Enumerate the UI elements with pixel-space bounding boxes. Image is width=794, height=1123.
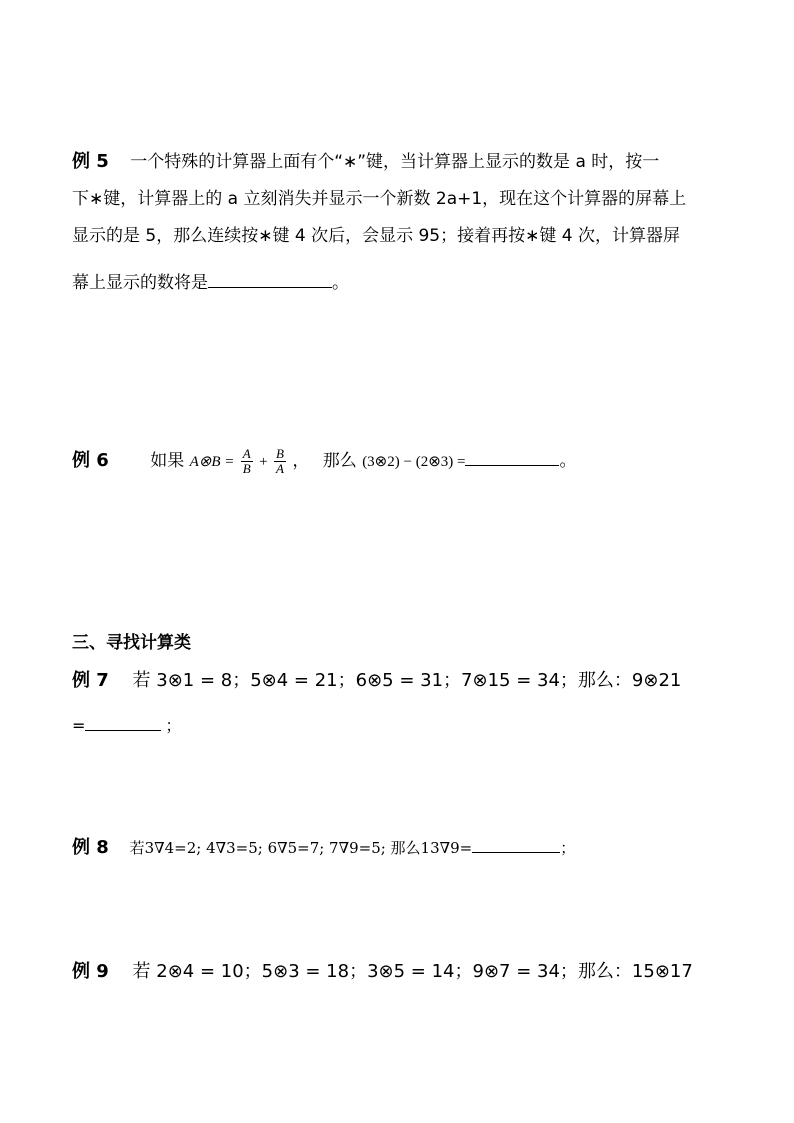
example-6-comma: ， (292, 451, 310, 471)
example-7-end: ； (165, 716, 182, 735)
example-7-line-2 (72, 714, 722, 738)
example-5-text-4: 幕上显示的数将是 (72, 273, 208, 293)
example-6-line (72, 445, 722, 478)
example-5-line-1 (72, 150, 722, 174)
example-5-line-3: 显示的是 5，那么连续按∗键 4 次后，会显示 95；接着再按∗键 4 次，计算器屏 (72, 226, 680, 246)
example-7-text-1: 若 3⊗1 = 8；5⊗4 = 21；6⊗5 = 31；7⊗15 = 34；那么：9⊗21 (132, 670, 682, 691)
example-6-label: 例 6 (72, 450, 109, 471)
example-6-expr-right: (3⊗2) − (2⊗3) = (362, 454, 466, 470)
example-7-label: 例 7 (72, 670, 109, 691)
example-6-end: 。 (559, 451, 577, 471)
fraction-numerator: A (242, 445, 251, 461)
answer-blank[interactable] (472, 836, 560, 853)
answer-blank[interactable] (208, 271, 332, 288)
example-5-line-2: 下∗键，计算器上的 a 立刻消失并显示一个新数 2a+1，现在这个计算器的屏幕上 (72, 189, 687, 209)
example-6-then: 那么 (322, 451, 357, 471)
fraction-b-over-a (274, 447, 286, 476)
example-5-end: 。 (332, 273, 349, 293)
example-5-text-1: 一个特殊的计算器上面有个“∗”键，当计算器上显示的数是 a 时，按一 (130, 152, 660, 172)
example-6-intro: 如果 (150, 451, 185, 471)
plus-sign: + (259, 454, 268, 470)
example-9-label: 例 9 (72, 961, 109, 982)
example-8-line (72, 836, 722, 860)
section-heading: 三、寻找计算类 (72, 633, 191, 653)
fraction-denominator: A (276, 460, 284, 476)
example-8-text: 若3∇4=2; 4∇3=5; 6∇5=7; 7∇9=5; 那么13∇9= (129, 839, 473, 857)
example-6-expr-left: A⊗B = (189, 454, 235, 470)
example-8-end: ； (560, 839, 576, 857)
answer-blank[interactable] (465, 449, 559, 466)
example-7-line-1 (72, 669, 722, 693)
fraction-a-over-b (241, 447, 253, 476)
answer-blank[interactable] (85, 714, 161, 731)
example-7-equals: = (72, 716, 86, 735)
example-8-label: 例 8 (72, 837, 109, 858)
fraction-numerator: B (276, 445, 284, 461)
example-5-label: 例 5 (72, 151, 109, 172)
example-9-text: 若 2⊗4 = 10；5⊗3 = 18；3⊗5 = 14；9⊗7 = 34；那么：15⊗17 (132, 961, 693, 982)
example-9-line (72, 960, 722, 984)
example-5-line-4 (72, 271, 722, 295)
fraction-denominator: B (242, 460, 251, 476)
